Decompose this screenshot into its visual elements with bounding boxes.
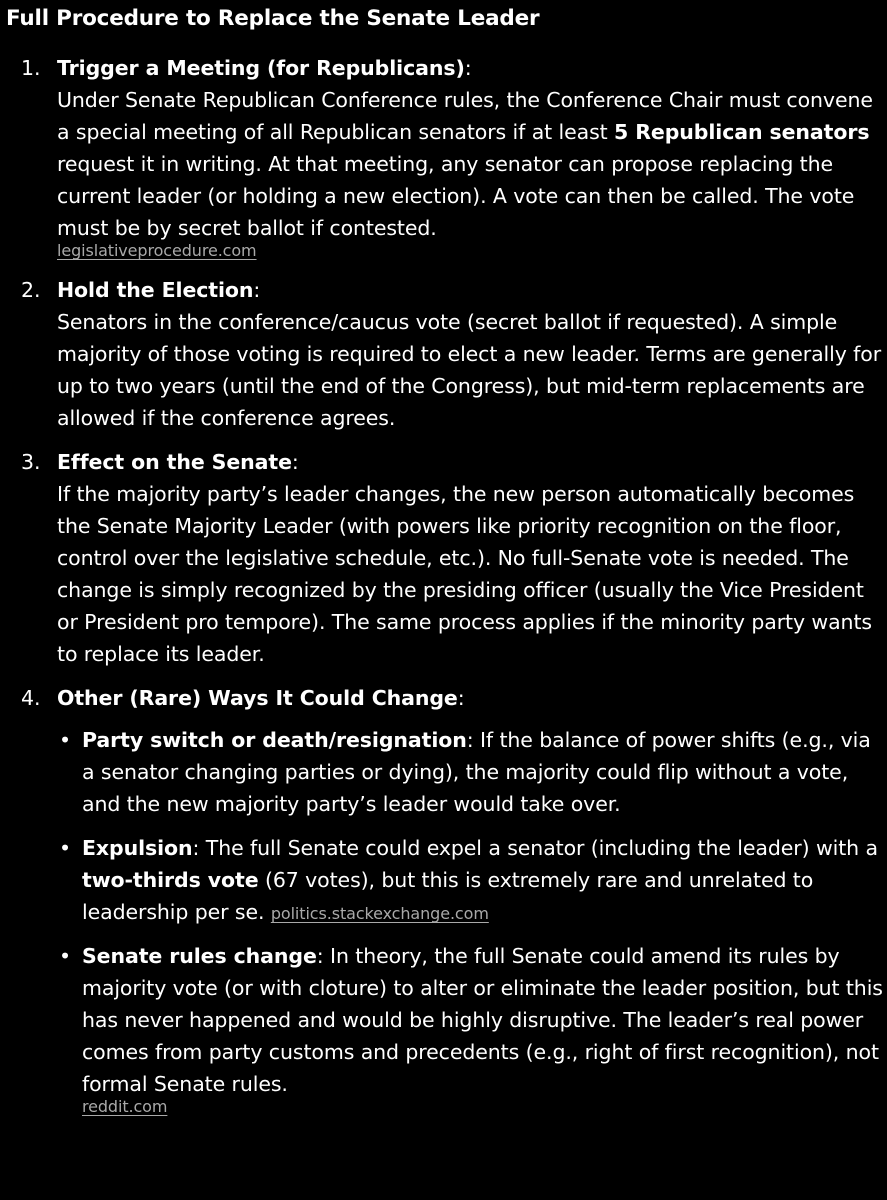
step-1 bbox=[6, 52, 883, 262]
bullet-item-rules-change bbox=[57, 940, 883, 1118]
source-link[interactable]: legislativeprocedure.com bbox=[57, 241, 257, 260]
document-title: Full Procedure to Replace the Senate Leader bbox=[6, 6, 540, 31]
step-number: 4. bbox=[21, 686, 41, 710]
procedure-steps bbox=[6, 52, 883, 1118]
step-title-colon: : bbox=[291, 450, 299, 474]
bullet-body: In theory, the full Senate could amend its rules by majority vote (or with cloture) to alter or eliminate the leader position, but this has never happened and would be highly disruptive. The leader’s real power comes from party customs and precedents (e.g., right of first recognition), not formal Senate rules. bbox=[82, 944, 883, 1096]
step-title: Effect on the Senate bbox=[57, 450, 292, 474]
bullet-title: Party switch or death/resignation bbox=[82, 728, 467, 752]
step-body: If the majority party’s leader changes, the new person automatically becomes the Senate Majority Leader (with powers like priority recognition on the floor, control over the legislative schedule, etc.). No full-Senate vote is needed. The change is simply recognized by the presiding officer (usually the Vice President or President pro tempore). The same process applies if the minority party wants to replace its leader. bbox=[57, 482, 872, 666]
bullet-item-expulsion bbox=[57, 832, 883, 928]
bullet-item-party-switch bbox=[57, 724, 883, 820]
source-link[interactable]: reddit.com bbox=[82, 1097, 168, 1116]
source-link[interactable]: politics.stackexchange.com bbox=[270, 904, 489, 923]
bullet-body: The full Senate could expel a senator (including the leader) with a bbox=[205, 836, 878, 860]
step-number: 3. bbox=[21, 450, 41, 474]
step-3 bbox=[6, 446, 883, 670]
step-title-colon: : bbox=[457, 686, 465, 710]
bullet-icon: • bbox=[59, 728, 71, 752]
step-body bbox=[57, 84, 883, 244]
bullet-icon: • bbox=[59, 944, 71, 968]
bullet-body: If the balance of power shifts (e.g., via a senator changing parties or dying), the majority could flip without a vote, and the new majority party’s leader would take over. bbox=[82, 728, 871, 816]
step-number: 1. bbox=[21, 56, 41, 80]
step-title-colon: : bbox=[464, 56, 472, 80]
step-title-colon: : bbox=[253, 278, 261, 302]
bullet-icon: • bbox=[59, 836, 71, 860]
bullet-title-colon: : bbox=[316, 944, 324, 968]
step-body-text: request it in writing. At that meeting, any senator can propose replacing the current leader (or holding a new election). A vote can then be called. The vote must be by secret ballot if contested. bbox=[57, 152, 855, 240]
step-title: Other (Rare) Ways It Could Change bbox=[57, 686, 458, 710]
bullet-title: Senate rules change bbox=[82, 944, 317, 968]
step-body-emphasis: 5 Republican senators bbox=[614, 120, 870, 144]
step-number: 2. bbox=[21, 278, 41, 302]
step-4 bbox=[6, 682, 883, 1118]
step-title: Hold the Election bbox=[57, 278, 254, 302]
bullet-body-emphasis: two-thirds vote bbox=[82, 868, 259, 892]
bullet-title: Expulsion bbox=[82, 836, 193, 860]
step-title: Trigger a Meeting (for Republicans) bbox=[57, 56, 465, 80]
step-body-text: Under Senate Republican Conference rules, the Conference Chair must convene a special meeting of all Republican senators if at least bbox=[57, 88, 873, 144]
bullet-body: (67 votes), but this is extremely rare and unrelated to leadership per se. bbox=[82, 868, 814, 924]
bullet-list bbox=[57, 724, 883, 1118]
bullet-title-colon: : bbox=[466, 728, 474, 752]
step-body: Senators in the conference/caucus vote (secret ballot if requested). A simple majority of those voting is required to elect a new leader. Terms are generally for up to two years (until the end of the Congress), but mid-term replacements are allowed if the conference agrees. bbox=[57, 310, 882, 430]
step-2 bbox=[6, 274, 883, 434]
bullet-title-colon: : bbox=[192, 836, 200, 860]
